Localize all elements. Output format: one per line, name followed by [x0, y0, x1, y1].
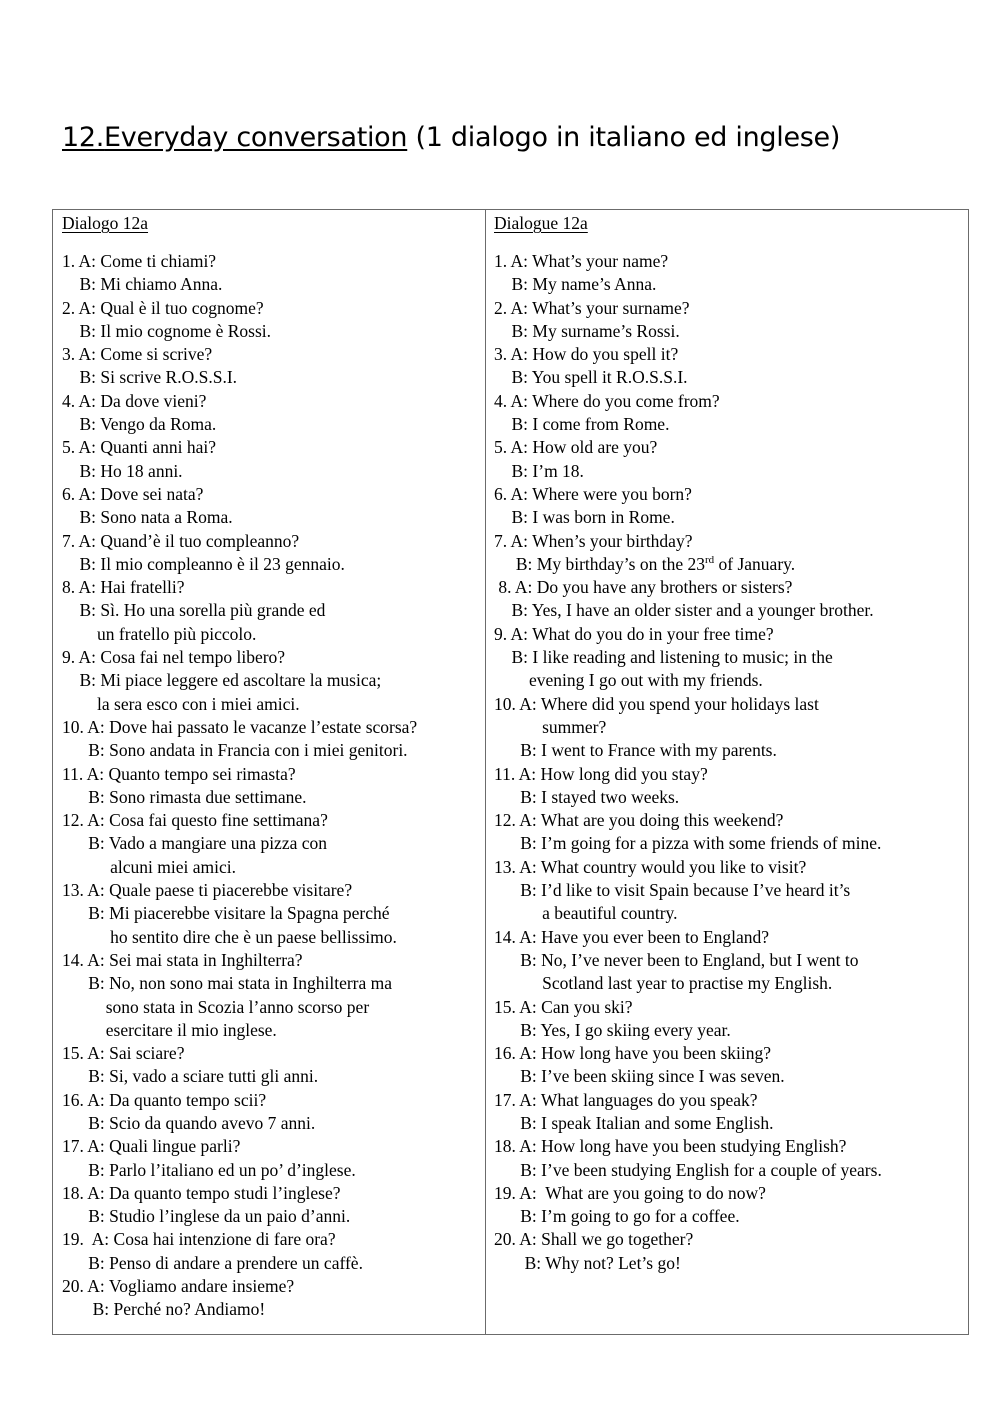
english-line-text: B: No, I’ve never been to England, but I went to — [494, 949, 859, 970]
italian-line-text: 10. A: Dove hai passato le vacanze l’estate scorsa? — [62, 716, 418, 737]
english-line — [494, 1205, 882, 1228]
english-line — [494, 413, 882, 436]
italian-line — [62, 879, 417, 902]
italian-line — [62, 1065, 417, 1088]
italian-line-text: 6. A: Dove sei nata? — [62, 483, 204, 504]
italian-line-text: B: Parlo l’italiano ed un po’ d’inglese. — [62, 1159, 356, 1180]
english-line — [494, 343, 882, 366]
italian-line-text: 1. A: Come ti chiami? — [62, 251, 217, 271]
english-line — [494, 926, 882, 949]
english-line-text: B: I come from Rome. — [494, 414, 670, 435]
italian-line — [62, 739, 417, 762]
italian-line-text: 17. A: Quali lingue parli? — [62, 1136, 241, 1157]
italian-line — [62, 1135, 417, 1158]
ordinal-suffix: rd — [704, 554, 715, 567]
english-line-text: B: My birthday’s on the 23 — [494, 553, 705, 574]
english-line — [494, 553, 882, 576]
english-line-text: B: I’m 18. — [494, 460, 584, 481]
italian-line — [62, 297, 417, 320]
english-line — [494, 716, 882, 739]
english-line-text: B: My name’s Anna. — [494, 274, 657, 295]
english-line-text: 7. A: When’s your birthday? — [494, 530, 693, 551]
english-line-text: B: My surname’s Rossi. — [494, 320, 680, 341]
italian-line — [62, 530, 417, 553]
english-heading: Dialogue 12a — [494, 213, 588, 233]
italian-line-text: B: Sono nata a Roma. — [62, 507, 233, 528]
english-line — [494, 1089, 882, 1112]
english-line — [494, 623, 882, 646]
english-line-text: 20. A: Shall we go together? — [494, 1229, 694, 1250]
italian-line — [62, 320, 417, 343]
italian-line — [62, 250, 417, 273]
english-line-text: summer? — [494, 716, 607, 737]
italian-line-text: 16. A: Da quanto tempo scii? — [62, 1089, 267, 1110]
english-line-text: B: I’ve been studying English for a couple of years. — [494, 1159, 882, 1180]
italian-line-text: 9. A: Cosa fai nel tempo libero? — [62, 647, 286, 668]
italian-line — [62, 832, 417, 855]
italian-line-text: B: Sono rimasta due settimane. — [62, 786, 307, 807]
english-line — [494, 763, 882, 786]
italian-line — [62, 1159, 417, 1182]
english-line-text: B: I’m going for a pizza with some friends of mine. — [494, 833, 882, 854]
italian-line-text: B: Sì. Ho una sorella più grande ed — [62, 600, 326, 621]
italian-line-text: 15. A: Sai sciare? — [62, 1043, 185, 1064]
italian-line — [62, 926, 417, 949]
italian-line-text: 12. A: Cosa fai questo fine settimana? — [62, 810, 328, 831]
italian-line-text: B: Il mio cognome è Rossi. — [62, 320, 272, 341]
english-line — [494, 996, 882, 1019]
english-line-text: 10. A: Where did you spend your holidays last — [494, 693, 819, 714]
italian-line — [62, 786, 417, 809]
italian-line — [62, 1019, 417, 1042]
italian-line — [62, 1205, 417, 1228]
english-line-text: 13. A: What country would you like to visit? — [494, 856, 807, 877]
italian-line — [62, 483, 417, 506]
italian-line-text: 13. A: Quale paese ti piacerebbe visitare? — [62, 880, 353, 901]
title-number: 12. — [62, 122, 105, 153]
english-line — [494, 1065, 882, 1088]
italian-line — [62, 1042, 417, 1065]
italian-line-text: B: Sono andata in Francia con i miei genitori. — [62, 740, 408, 761]
italian-line-text: B: Mi piacerebbe visitare la Spagna perché — [62, 903, 390, 924]
english-line — [494, 1135, 882, 1158]
english-line-text: B: I’ve been skiing since I was seven. — [494, 1066, 785, 1087]
italian-line — [62, 1228, 417, 1251]
italian-line — [62, 972, 417, 995]
italian-line-text: 4. A: Da dove vieni? — [62, 390, 207, 411]
italian-line — [62, 623, 417, 646]
english-line-text: 17. A: What languages do you speak? — [494, 1089, 758, 1110]
italian-line — [62, 413, 417, 436]
italian-line-text: B: Il mio compleanno è il 23 gennaio. — [62, 553, 345, 574]
title-main: Everyday conversation — [104, 122, 408, 153]
italian-line — [62, 996, 417, 1019]
italian-line — [62, 436, 417, 459]
english-line — [494, 1112, 882, 1135]
english-line — [494, 273, 882, 296]
english-line — [494, 856, 882, 879]
english-line-text: 1. A: What’s your name? — [494, 251, 669, 271]
italian-dialogue — [62, 250, 417, 1322]
english-line — [494, 436, 882, 459]
english-line-text: Scotland last year to practise my English. — [494, 973, 833, 994]
italian-line-text: alcuni miei amici. — [62, 856, 236, 877]
english-line — [494, 1228, 882, 1251]
italian-line — [62, 1275, 417, 1298]
italian-line — [62, 460, 417, 483]
title-suffix: (1 dialogo in italiano ed inglese) — [415, 122, 841, 153]
english-line-text: 2. A: What’s your surname? — [494, 297, 690, 318]
italian-line — [62, 1112, 417, 1135]
english-line-text: 12. A: What are you doing this weekend? — [494, 810, 784, 831]
english-line — [494, 693, 882, 716]
english-line — [494, 902, 882, 925]
english-line — [494, 646, 882, 669]
italian-line — [62, 506, 417, 529]
italian-line — [62, 599, 417, 622]
italian-line-text: ho sentito dire che è un paese bellissimo. — [62, 926, 397, 947]
column-divider — [485, 210, 486, 1334]
english-line-text: 4. A: Where do you come from? — [494, 390, 720, 411]
italian-line — [62, 856, 417, 879]
italian-line-text: 5. A: Quanti anni hai? — [62, 437, 217, 458]
english-line — [494, 669, 882, 692]
ordinal-tail: of January. — [714, 553, 796, 574]
english-dialogue — [494, 250, 882, 1275]
english-line — [494, 1019, 882, 1042]
english-line — [494, 1182, 882, 1205]
english-line — [494, 1042, 882, 1065]
italian-line-text: la sera esco con i miei amici. — [62, 693, 300, 714]
english-line — [494, 483, 882, 506]
english-line-text: 6. A: Where were you born? — [494, 483, 692, 504]
english-line — [494, 390, 882, 413]
italian-line — [62, 669, 417, 692]
english-line — [494, 786, 882, 809]
italian-line-text: sono stata in Scozia l’anno scorso per — [62, 996, 370, 1017]
english-line-text: 18. A: How long have you been studying English? — [494, 1136, 847, 1157]
italian-line — [62, 273, 417, 296]
italian-line-text: un fratello più piccolo. — [62, 623, 257, 644]
english-line — [494, 320, 882, 343]
english-line-text: B: Yes, I go skiing every year. — [494, 1019, 731, 1040]
english-line-text: B: Yes, I have an older sister and a younger brother. — [494, 600, 874, 621]
english-line-text: 15. A: Can you ski? — [494, 996, 633, 1017]
english-line — [494, 739, 882, 762]
italian-line-text: 8. A: Hai fratelli? — [62, 577, 185, 598]
english-line — [494, 576, 882, 599]
english-line-text: evening I go out with my friends. — [494, 670, 763, 691]
italian-line-text: B: Vengo da Roma. — [62, 414, 217, 435]
italian-line-text: B: Scio da quando avevo 7 anni. — [62, 1112, 316, 1133]
italian-line-text: 11. A: Quanto tempo sei rimasta? — [62, 763, 296, 784]
italian-line — [62, 366, 417, 389]
page-title — [62, 122, 840, 153]
italian-line — [62, 1089, 417, 1112]
italian-line — [62, 553, 417, 576]
italian-line-text: 19. A: Cosa hai intenzione di fare ora? — [62, 1229, 336, 1250]
english-line — [494, 832, 882, 855]
italian-line-text: 2. A: Qual è il tuo cognome? — [62, 297, 264, 318]
italian-line-text: B: Ho 18 anni. — [62, 460, 183, 481]
italian-line-text: B: No, non sono mai stata in Inghilterra ma — [62, 973, 393, 994]
italian-line-text: B: Vado a mangiare una pizza con — [62, 833, 328, 854]
english-line-text: B: You spell it R.O.S.S.I. — [494, 367, 688, 388]
italian-line — [62, 693, 417, 716]
italian-line — [62, 1298, 417, 1321]
italian-line-text: esercitare il mio inglese. — [62, 1019, 277, 1040]
english-line-text: B: I like reading and listening to music; in the — [494, 647, 833, 668]
italian-line — [62, 343, 417, 366]
english-line-text: B: I went to France with my parents. — [494, 740, 777, 761]
italian-line — [62, 763, 417, 786]
english-line-text: 11. A: How long did you stay? — [494, 763, 708, 784]
english-line-text: 19. A: What are you going to do now? — [494, 1182, 766, 1203]
english-line — [494, 250, 882, 273]
english-line — [494, 1159, 882, 1182]
english-line-text: a beautiful country. — [494, 903, 678, 924]
italian-line-text: B: Si, vado a sciare tutti gli anni. — [62, 1066, 319, 1087]
italian-line — [62, 1182, 417, 1205]
english-line-text: B: I speak Italian and some English. — [494, 1112, 774, 1133]
italian-line-text: B: Si scrive R.O.S.S.I. — [62, 367, 238, 388]
italian-line-text: 18. A: Da quanto tempo studi l’inglese? — [62, 1182, 341, 1203]
italian-line-text: B: Studio l’inglese da un paio d’anni. — [62, 1206, 351, 1227]
italian-line — [62, 390, 417, 413]
italian-line-text: 14. A: Sei mai stata in Inghilterra? — [62, 949, 303, 970]
english-line — [494, 530, 882, 553]
english-line-text: 8. A: Do you have any brothers or sisters? — [494, 577, 793, 598]
english-line — [494, 809, 882, 832]
italian-heading: Dialogo 12a — [62, 213, 149, 233]
italian-line-text: B: Penso di andare a prendere un caffè. — [62, 1252, 363, 1273]
italian-line — [62, 809, 417, 832]
english-line — [494, 297, 882, 320]
english-line-text: 5. A: How old are you? — [494, 437, 658, 458]
english-line-text: 16. A: How long have you been skiing? — [494, 1043, 772, 1064]
italian-line-text: 3. A: Come si scrive? — [62, 344, 213, 365]
italian-line-text: B: Perché no? Andiamo! — [62, 1299, 266, 1320]
english-line-text: B: Why not? Let’s go! — [494, 1252, 681, 1273]
english-line-text: 14. A: Have you ever been to England? — [494, 926, 770, 947]
english-line — [494, 506, 882, 529]
italian-line-text: 7. A: Quand’è il tuo compleanno? — [62, 530, 300, 551]
english-line — [494, 366, 882, 389]
italian-line — [62, 949, 417, 972]
english-line — [494, 949, 882, 972]
dialogue-table — [52, 209, 969, 1335]
english-line-text: B: I’m going to go for a coffee. — [494, 1206, 740, 1227]
english-line — [494, 599, 882, 622]
english-line-text: B: I was born in Rome. — [494, 507, 675, 528]
italian-line-text: 20. A: Vogliamo andare insieme? — [62, 1276, 295, 1297]
italian-line-text: B: Mi chiamo Anna. — [62, 274, 223, 295]
italian-line — [62, 576, 417, 599]
italian-line-text: B: Mi piace leggere ed ascoltare la musica; — [62, 670, 382, 691]
english-line — [494, 972, 882, 995]
italian-line — [62, 716, 417, 739]
english-line — [494, 1252, 882, 1275]
english-line-text: 3. A: How do you spell it? — [494, 344, 679, 365]
english-line — [494, 879, 882, 902]
english-line-text: B: I stayed two weeks. — [494, 786, 680, 807]
italian-line — [62, 646, 417, 669]
english-line — [494, 460, 882, 483]
english-line-text: B: I’d like to visit Spain because I’ve heard it’s — [494, 880, 851, 901]
english-line-text: 9. A: What do you do in your free time? — [494, 623, 774, 644]
italian-line — [62, 902, 417, 925]
italian-line — [62, 1252, 417, 1275]
